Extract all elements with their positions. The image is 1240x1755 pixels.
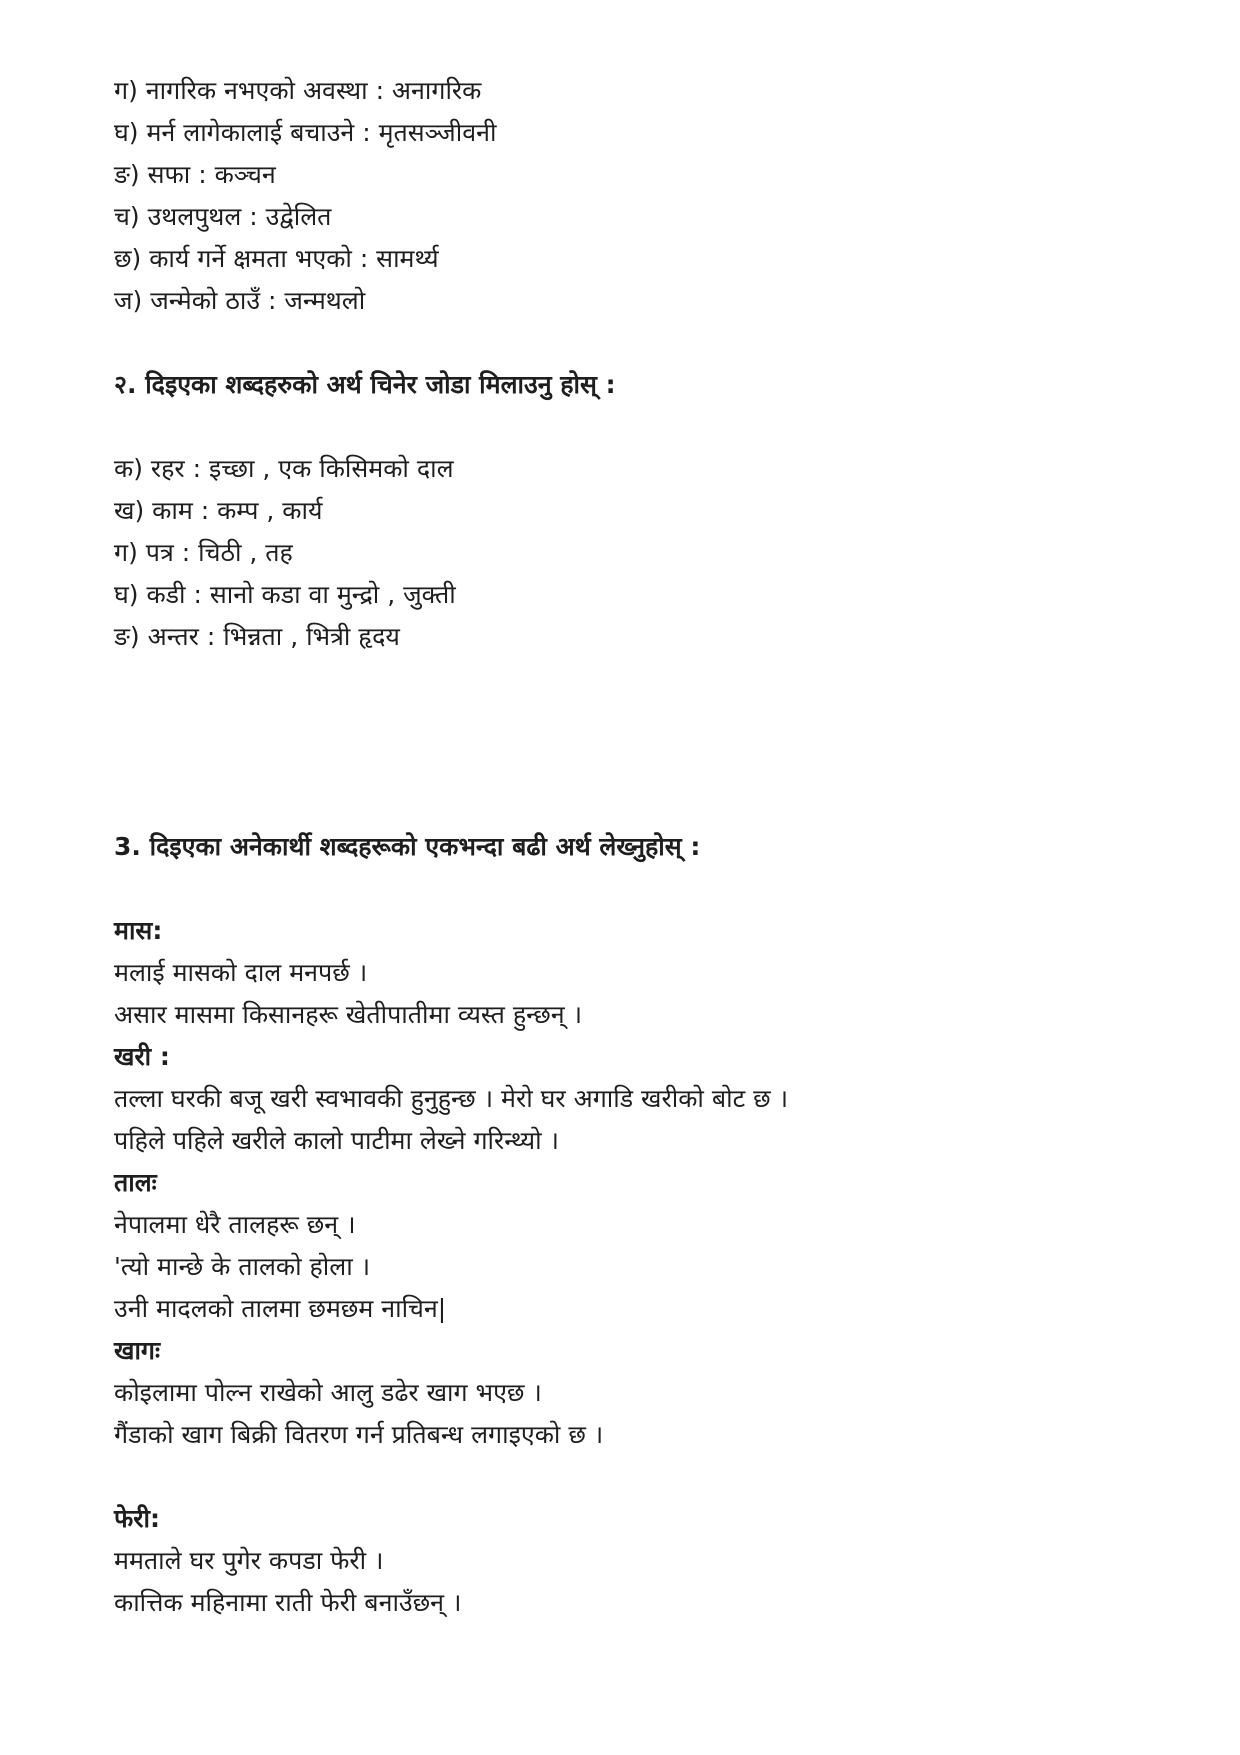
section-2 xyxy=(114,364,1204,658)
section-2-heading: २. दिइएका शब्दहरुको अर्थ चिनेर जोडा मिलाउनु होस् : xyxy=(114,370,616,399)
term-sentence: 'त्यो मान्छे के तालको होला । xyxy=(114,1252,371,1281)
term-block-pheri xyxy=(114,1498,1204,1624)
term-sentence: मलाई मासको दाल मनपर्छ । xyxy=(114,958,368,987)
term-word: तालः xyxy=(114,1168,157,1197)
term-block-khari xyxy=(114,1036,1204,1162)
term-sentence: ममताले घर पुगेर कपडा फेरी । xyxy=(114,1546,384,1575)
term-word: खागः xyxy=(114,1336,161,1365)
term-block-tal xyxy=(114,1162,1204,1330)
list-item: ग) पत्र : चिठी , तह xyxy=(114,538,293,567)
term-sentence: कोइलामा पोल्न राखेको आलु डढेर खाग भएछ । xyxy=(114,1378,542,1407)
term-sentence: तल्ला घरकी बजू खरी स्वभावकी हुनुहुन्छ । मेरो घर अगाडि खरीको बोट छ । xyxy=(114,1084,789,1113)
section-3-heading: 3. दिइएका अनेकार्थी शब्दहरूको एकभन्दा बढी अर्थ लेख्नुहोस् : xyxy=(114,832,701,861)
section-3 xyxy=(114,826,1204,1624)
term-block-khag xyxy=(114,1330,1204,1456)
term-sentence: असार मासमा किसानहरू खेतीपातीमा व्यस्त हुन्छन् । xyxy=(114,1000,583,1029)
term-word: मास: xyxy=(114,916,163,945)
term-sentence: पहिले पहिले खरीले कालो पाटीमा लेख्ने गरिन्थ्यो । xyxy=(114,1126,559,1155)
list-item: छ) कार्य गर्ने क्षमता भएको : सामर्थ्य xyxy=(114,244,439,273)
list-item: च) उथलपुथल : उद्वेलित xyxy=(114,202,332,231)
list-top xyxy=(114,70,1204,322)
term-block-mas xyxy=(114,910,1204,1036)
term-sentence: नेपालमा धेरै तालहरू छन् । xyxy=(114,1210,356,1239)
list-item: ग) नागरिक नभएको अवस्था : अनागरिक xyxy=(114,76,482,105)
list-item: ख) काम : कम्प , कार्य xyxy=(114,496,323,525)
term-sentence: कात्तिक महिनामा राती फेरी बनाउँछन् । xyxy=(114,1588,462,1617)
term-word: खरी : xyxy=(114,1042,170,1071)
term-sentence: गैंडाको खाग बिक्री वितरण गर्न प्रतिबन्ध लगाइएको छ । xyxy=(114,1420,604,1449)
term-sentence: उनी मादलको तालमा छमछम नाचिन| xyxy=(114,1294,447,1323)
list-item: घ) कडी : सानो कडा वा मुन्द्रो , जुक्ती xyxy=(114,580,456,609)
document-page xyxy=(114,70,1204,1624)
list-item: क) रहर : इच्छा , एक किसिमको दाल xyxy=(114,454,454,483)
list-item: ङ) अन्तर : भिन्नता , भित्री हृदय xyxy=(114,622,400,651)
list-item: ज) जन्मेको ठाउँ : जन्मथलो xyxy=(114,286,366,315)
list-item: ङ) सफा : कञ्चन xyxy=(114,160,276,189)
term-word: फेरी: xyxy=(114,1504,160,1533)
list-item: घ) मर्न लागेकालाई बचाउने : मृतसञ्जीवनी xyxy=(114,118,497,147)
